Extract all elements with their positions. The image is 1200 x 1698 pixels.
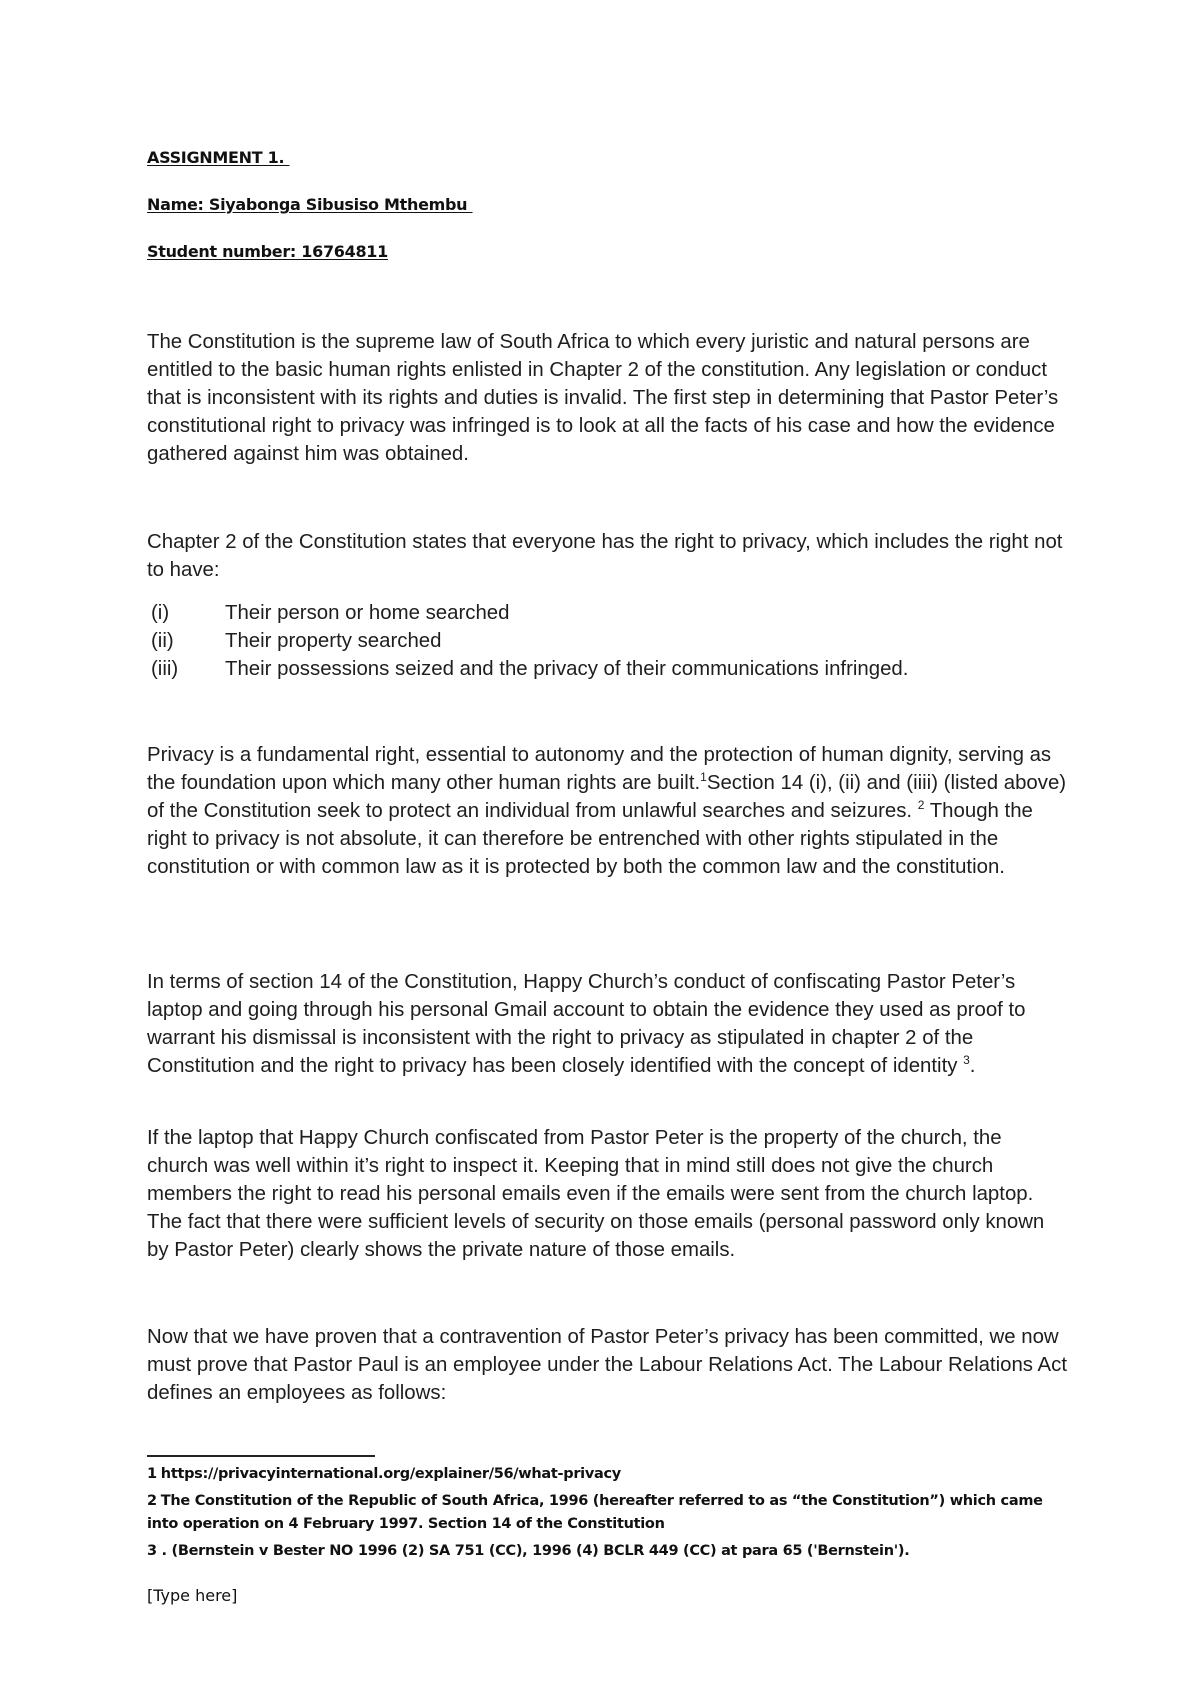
list-item-number: (ii) [151,630,174,652]
footnote-text: (Bernstein v Bester NO 1996 (2) SA 751 (CC), 1996 (4) BCLR 449 (CC) at para 65 ('Bernstein'). [166,1543,910,1559]
footnote-ref-1[interactable]: 1 [700,770,707,784]
assignment-heading: ASSIGNMENT 1. [147,148,290,167]
footnote-link[interactable]: https://privacyinternational.org/explainer/56/what-privacy [160,1466,621,1482]
footnote-number: 3 . [147,1543,167,1559]
list-item-text: Their person or home searched [225,602,510,624]
paragraph-text: Section 14 (i), (ii) and (iiii) (listed above) of the Constitution seek to protect an individual from unlawful searches and seizures. [147,772,1067,822]
paragraph-section-14 [147,968,1067,1080]
list-item-text: Their possessions seized and the privacy of their communications infringed. [225,658,909,680]
list-item [147,627,1067,655]
paragraph-laptop-property: If the laptop that Happy Church confiscated from Pastor Peter is the property of the church, the church was well within it’s right to inspect it. Keeping that in mind still does not give the church members the right to read his personal emails even if the emails were sent from the church laptop. The fact that there were sufficient levels of security on those emails (personal password only known by Pastor Peter) clearly shows the private nature of those emails. [147,1127,1045,1261]
list-item [147,655,1067,683]
footnote-ref-3[interactable]: 3 [963,1053,970,1067]
footnote-ref-2[interactable]: 2 [917,798,925,812]
paragraph-text: Privacy is a fundamental right, essential to autonomy and the protection of human dignity, serving as the foundation upon which many other human rights are built. [147,744,1052,794]
footnote-number: 2 [147,1493,157,1509]
student-name: Name: Siyabonga Sibusiso Mthembu [147,195,473,214]
footnote-text: The Constitution of the Republic of South Africa, 1996 (hereafter referred to as “the Constitution”) which came into operation on 4 February 1997. Section 14 of the Constitution [147,1493,1043,1532]
paragraph-text: Though the right to privacy is not absolute, it can therefore be entrenched with other rights stipulated in the constitution or with common law as it is protected by both the common law and the constitution. [147,800,1033,878]
list-item-number: (i) [151,602,170,624]
paragraph-text: . [969,1055,976,1077]
paragraph-chapter-2: Chapter 2 of the Constitution states that everyone has the right to privacy, which includes the right not to have: [147,531,1063,581]
page-header-placeholder[interactable]: [Type here] [147,1586,238,1605]
footnote-3 [147,1540,1067,1563]
paragraph-constitution-intro: The Constitution is the supreme law of South Africa to which every juristic and natural persons are entitled to the basic human rights enlisted in Chapter 2 of the constitution. Any legislation or conduct that is inconsistent with its rights and duties is invalid. The first step in determining that Pastor Peter’s constitutional right to privacy was infringed is to look at all the facts of his case and how the evidence gathered against him was obtained. [147,331,1059,465]
footnote-2 [147,1490,1067,1536]
footnote-number: 1 [147,1466,157,1482]
list-item-text: Their property searched [225,630,442,652]
paragraph-labour-relations: Now that we have proven that a contravention of Pastor Peter’s privacy has been committed, we now must prove that Pastor Paul is an employee under the Labour Relations Act. The Labour Relations Act defines an employees as follows: [147,1326,1068,1404]
footnote-separator [147,1455,375,1457]
rights-list [147,599,1067,683]
list-item-number: (iii) [151,658,179,680]
footnote-1 [147,1463,1067,1486]
list-item [147,599,1067,627]
student-number: Student number: 16764811 [147,242,388,261]
paragraph-privacy-fundamental [147,741,1067,881]
paragraph-text: In terms of section 14 of the Constitution, Happy Church’s conduct of confiscating Pastor Peter’s laptop and going through his personal Gmail account to obtain the evidence they used as proof to warrant his dismissal is inconsistent with the right to privacy as stipulated in chapter 2 of the Constitution and the right to privacy has been closely identified with the concept of identity [147,971,1026,1077]
